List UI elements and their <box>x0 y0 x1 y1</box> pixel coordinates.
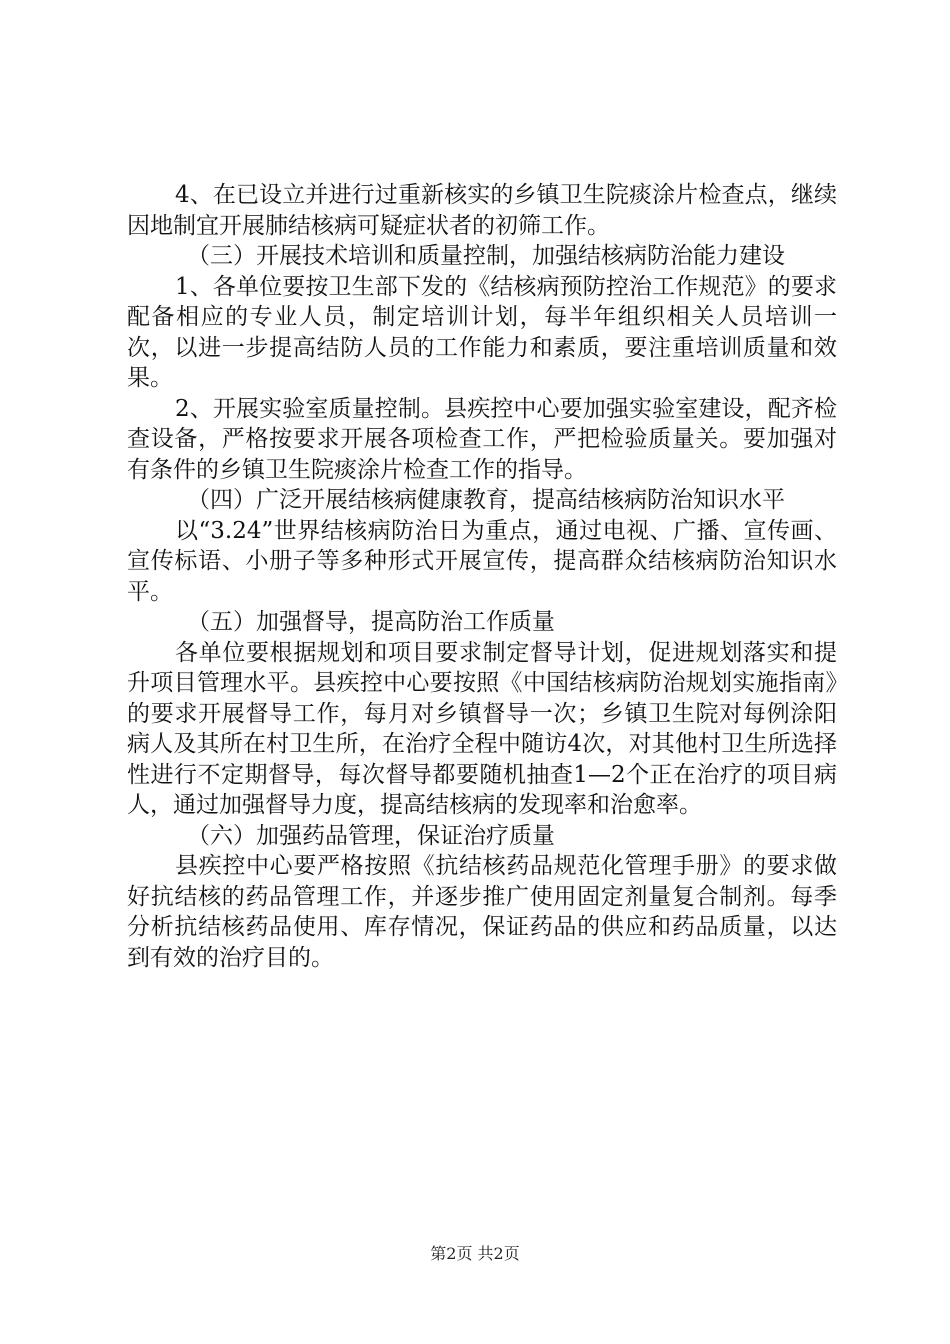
section-heading-6: （六）加强药品管理，保证治疗质量 <box>187 822 555 849</box>
paragraph-lab-quality: 2、开展实验室质量控制。县疾控中心要加强实验室建设，配齐检查设备，严格按要求开展各项检查工作，严把检验质量关。要加强对有条件的乡镇卫生院痰涂片检查工作的指导。 <box>127 395 837 483</box>
paragraph-drug-management: 县疾控中心要严格按照《抗结核药品规范化管理手册》的要求做好抗结核的药品管理工作，并逐步推广使用固定剂量复合制剂。每季分析抗结核药品使用、库存情况，保证药品的供应和药品质量，以达到有效的治疗目的。 <box>127 853 837 971</box>
page-footer: 第2页 共2页 <box>430 1244 520 1263</box>
paragraph-health-education: 以“3.24”世界结核病防治日为重点，通过电视、广播、宣传画、宣传标语、小册子等多种形式开展宣传，提高群众结核病防治知识水平。 <box>127 517 837 605</box>
paragraph-1: 4、在已设立并进行过重新核实的乡镇卫生院痰涂片检查点，继续因地制宜开展肺结核病可疑症状者的初筛工作。 <box>127 182 837 239</box>
paragraph-training: 1、各单位要按卫生部下发的《结核病预防控治工作规范》的要求配备相应的专业人员，制定培训计划，每半年组织相关人员培训一次，以进一步提高结防人员的工作能力和素质，要注重培训质量和效果。 <box>127 273 837 391</box>
section-heading-4: （四）广泛开展结核病健康教育，提高结核病防治知识水平 <box>187 487 785 513</box>
section-heading-5: （五）加强督导，提高防治工作质量 <box>187 609 555 635</box>
section-heading-3: （三）开展技术培训和质量控制，加强结核病防治能力建设 <box>187 243 785 269</box>
paragraph-supervision: 各单位要根据规划和项目要求制定督导计划，促进规划落实和提升项目管理水平。县疾控中心要按照《中国结核病防治规划实施指南》的要求开展督导工作，每月对乡镇督导一次；乡镇卫生院对每例涂阳病人及其所在村卫生所，在治疗全程中随访4次，对其他村卫生所选择性进行不定期督导，每次督导都要随机抽查1—2个正在治疗的项目病人，通过加强督导力度，提高结核病的发现率和治愈率。 <box>127 639 837 818</box>
document-body <box>127 180 837 973</box>
